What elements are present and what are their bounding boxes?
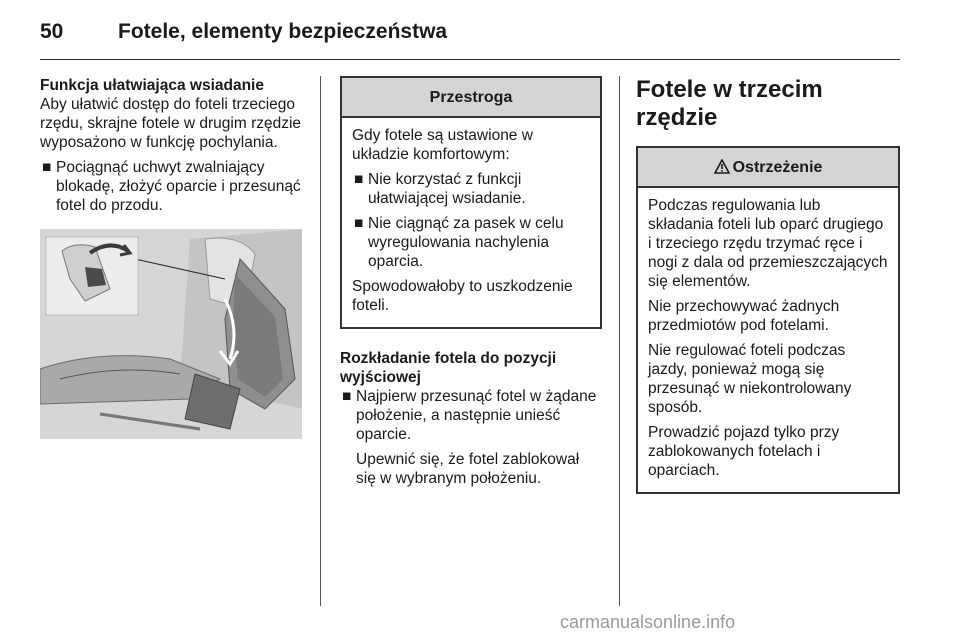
warning-body [638, 188, 898, 492]
column-divider-1 [320, 76, 321, 606]
warning-title: Ostrzeżenie [732, 159, 823, 176]
bullet-icon: ■ [342, 388, 352, 405]
page-title: Fotele, elementy bezpieczeństwa [118, 20, 448, 43]
instruction-list [40, 158, 304, 215]
header-divider [40, 59, 900, 60]
warning-paragraph: Prowadzić pojazd tylko przy zablokowanych fotelach i oparciach. [648, 424, 840, 479]
seat-fold-illustration-icon [40, 229, 302, 439]
subheading-restore-seat: Rozkładanie fotela do pozycji wyjściowej [340, 350, 557, 386]
section-restore-seat [340, 349, 602, 488]
caution-intro: Gdy fotele są ustawione w układzie komfortowym: [352, 127, 533, 163]
page-number: 50 [40, 20, 64, 43]
seat-fold-illustration [40, 229, 302, 439]
list-item: ■ Nie ciągnąć za pasek w celu wyregulowania nachylenia oparcia. [354, 215, 564, 270]
caution-box [340, 76, 602, 329]
caution-title: Przestroga [342, 78, 600, 118]
column-divider-2 [619, 76, 620, 606]
caution-list [352, 170, 590, 271]
column-1 [40, 76, 304, 439]
list-item: ■ Nie korzystać z funkcji ułatwiającej wsiadanie. [354, 171, 526, 207]
list-item: ■ Najpierw przesunąć fotel w żądane położenie, a następnie unieść oparcie. [342, 388, 597, 443]
intro-paragraph: Aby ułatwić dostęp do foteli trzeciego rzędu, skrajne fotele w drugim rzędzie wyposażono w funkcję pochylania. [40, 96, 302, 151]
bullet-icon: ■ [354, 171, 364, 188]
instruction-list [340, 387, 602, 444]
bullet-icon: ■ [354, 215, 364, 232]
warning-paragraph: Podczas regulowania lub składania foteli lub oparć drugiego i trzeciego rzędu trzymać ręce i nogi z dala od przemieszczających się elementów. [648, 197, 888, 290]
warning-paragraph: Nie regulować foteli podczas jazdy, ponieważ mogą się przesunąć w niekontrolowany sposób. [648, 342, 852, 416]
watermark: carmanualsonline.info [560, 612, 736, 632]
followup-paragraph: Upewnić się, że fotel zablokował się w wybranym położeniu. [356, 451, 580, 487]
column-2 [340, 76, 602, 494]
warning-box [636, 146, 900, 494]
subheading-entry-aid: Funkcja ułatwiająca wsiadanie [40, 77, 264, 94]
warning-paragraph: Nie przechowywać żadnych przedmiotów pod fotelami. [648, 298, 840, 334]
list-item: ■ Pociągnąć uchwyt zwalniający blokadę, złożyć oparcie i przesunąć fotel do przodu. [42, 159, 301, 214]
caution-body [342, 118, 600, 327]
section-heading-third-row: Fotele w trzecim rzędzie [636, 76, 823, 131]
warning-triangle-icon [714, 159, 730, 174]
caution-outro: Spowodowałoby to uszkodzenie foteli. [352, 278, 573, 314]
page-header [40, 20, 900, 60]
bullet-icon: ■ [42, 159, 52, 176]
warning-title-bar [638, 148, 898, 188]
column-3 [636, 76, 900, 494]
